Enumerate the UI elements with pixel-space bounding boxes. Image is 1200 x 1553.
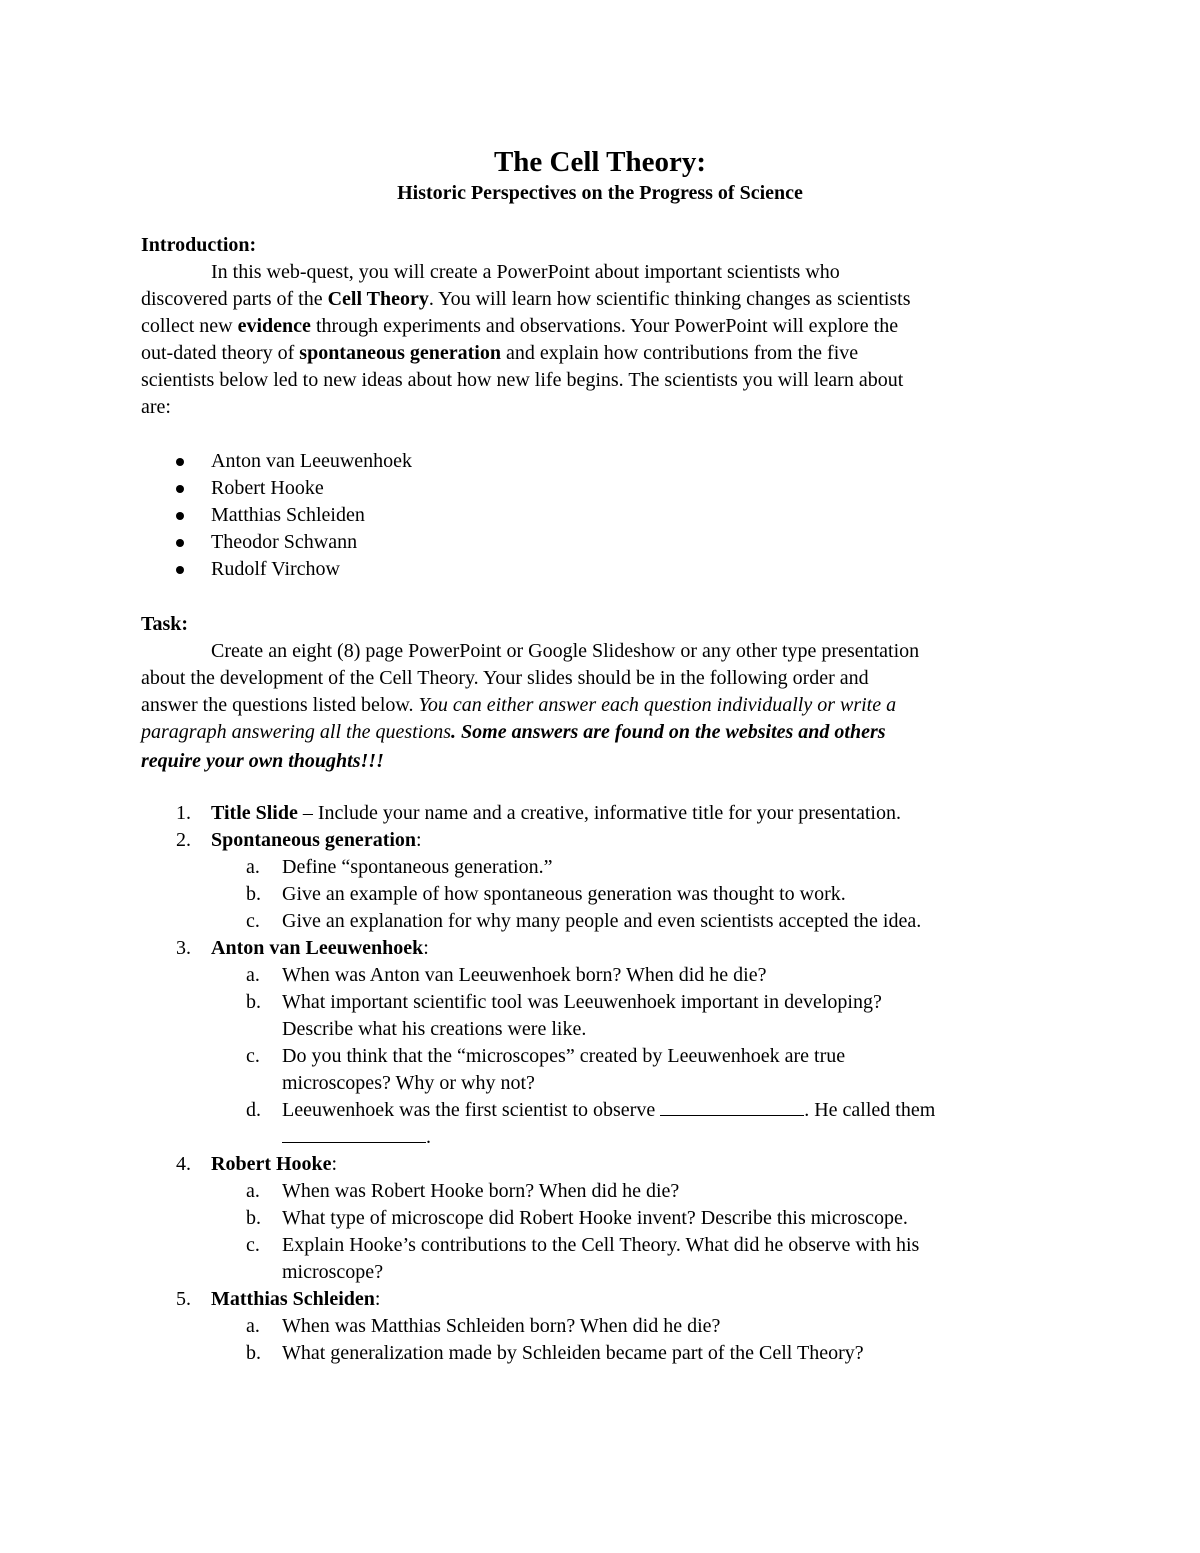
sub-item-letter: a. bbox=[246, 1315, 260, 1337]
page-subtitle: Historic Perspectives on the Progress of Science bbox=[397, 182, 803, 204]
sub-item: When was Anton van Leeuwenhoek born? When did he die? bbox=[282, 964, 767, 986]
bullet-icon bbox=[176, 458, 184, 466]
term-cell-theory: Cell Theory bbox=[327, 288, 429, 310]
sub-item-letter: c. bbox=[246, 1045, 260, 1067]
intro-line: In this web-quest, you will create a PowerPoint about important scientists who bbox=[211, 261, 840, 283]
sub-item: microscopes? Why or why not? bbox=[282, 1072, 535, 1094]
sub-item-letter: a. bbox=[246, 856, 260, 878]
task-line: Create an eight (8) page PowerPoint or Google Slideshow or any other type presentation bbox=[211, 640, 920, 662]
sub-item-letter: b. bbox=[246, 991, 261, 1013]
list-item: Rudolf Virchow bbox=[211, 558, 340, 580]
sub-item: Do you think that the “microscopes” created by Leeuwenhoek are true bbox=[282, 1045, 846, 1067]
sub-item: What type of microscope did Robert Hooke invent? Describe this microscope. bbox=[282, 1207, 908, 1229]
item-number: 5. bbox=[176, 1288, 191, 1310]
term-spontaneous-generation: spontaneous generation bbox=[299, 342, 501, 364]
sub-item: What important scientific tool was Leeuwenhoek important in developing? bbox=[282, 991, 882, 1013]
task-heading: Task: bbox=[141, 613, 189, 635]
list-item: Matthias Schleiden bbox=[211, 504, 365, 526]
task-line: paragraph answering all the questions. Some answers are found on the websites and others bbox=[141, 721, 886, 743]
sub-item: Define “spontaneous generation.” bbox=[282, 856, 553, 878]
item-number: 4. bbox=[176, 1153, 191, 1175]
sub-item-letter: b. bbox=[246, 1342, 261, 1364]
fill-in-blank[interactable] bbox=[660, 1097, 804, 1116]
intro-line: discovered parts of the Cell Theory. You will learn how scientific thinking changes as scientists bbox=[141, 288, 911, 310]
intro-line: scientists below led to new ideas about how new life begins. The scientists you will learn about bbox=[141, 369, 904, 391]
sub-item-letter: a. bbox=[246, 964, 260, 986]
task-line: about the development of the Cell Theory. Your slides should be in the following order and bbox=[141, 667, 869, 689]
bullet-icon bbox=[176, 512, 184, 520]
sub-item-letter: d. bbox=[246, 1099, 261, 1121]
task-line: answer the questions listed below. You can either answer each question individually or write a bbox=[141, 694, 897, 716]
sub-item: Explain Hooke’s contributions to the Cell Theory. What did he observe with his bbox=[282, 1234, 920, 1256]
bullet-icon bbox=[176, 485, 184, 493]
item-number: 1. bbox=[176, 802, 191, 824]
fill-in-blank[interactable] bbox=[282, 1124, 426, 1143]
list-item: Robert Hooke bbox=[211, 477, 324, 499]
bullet-icon bbox=[176, 566, 184, 574]
list-item: Theodor Schwann bbox=[211, 531, 358, 553]
sub-item: Give an explanation for why many people and even scientists accepted the idea. bbox=[282, 910, 922, 932]
sub-item-letter: c. bbox=[246, 1234, 260, 1256]
item-number: 3. bbox=[176, 937, 191, 959]
list-item: Title Slide – Include your name and a creative, informative title for your presentation. bbox=[211, 802, 901, 824]
list-item: Spontaneous generation: bbox=[211, 829, 422, 851]
sub-item: Describe what his creations were like. bbox=[282, 1018, 587, 1040]
page-title: The Cell Theory: bbox=[493, 146, 707, 178]
list-item: Matthias Schleiden: bbox=[211, 1288, 381, 1310]
list-item: Anton van Leeuwenhoek bbox=[211, 450, 413, 472]
sub-item-letter: b. bbox=[246, 1207, 261, 1229]
intro-heading: Introduction: bbox=[141, 234, 257, 256]
sub-item: microscope? bbox=[282, 1261, 384, 1283]
bullet-icon bbox=[176, 539, 184, 547]
sub-item: When was Matthias Schleiden born? When did he die? bbox=[282, 1315, 721, 1337]
sub-item-letter: a. bbox=[246, 1180, 260, 1202]
sub-item: Leeuwenhoek was the first scientist to observe . He called them bbox=[282, 1099, 936, 1121]
sub-item: What generalization made by Schleiden became part of the Cell Theory? bbox=[282, 1342, 864, 1364]
sub-item: When was Robert Hooke born? When did he die? bbox=[282, 1180, 680, 1202]
term-evidence: evidence bbox=[237, 315, 311, 337]
item-number: 2. bbox=[176, 829, 191, 851]
task-line: require your own thoughts!!! bbox=[141, 750, 384, 772]
sub-item: . bbox=[282, 1124, 431, 1151]
sub-item-letter: b. bbox=[246, 883, 261, 905]
intro-line: out-dated theory of spontaneous generation and explain how contributions from the five bbox=[141, 342, 859, 364]
sub-item: Give an example of how spontaneous generation was thought to work. bbox=[282, 883, 846, 905]
list-item: Anton van Leeuwenhoek: bbox=[211, 937, 429, 959]
sub-item-letter: c. bbox=[246, 910, 260, 932]
intro-line: collect new evidence through experiments and observations. Your PowerPoint will explore the bbox=[141, 315, 899, 337]
intro-line: are: bbox=[141, 396, 171, 418]
list-item: Robert Hooke: bbox=[211, 1153, 338, 1175]
